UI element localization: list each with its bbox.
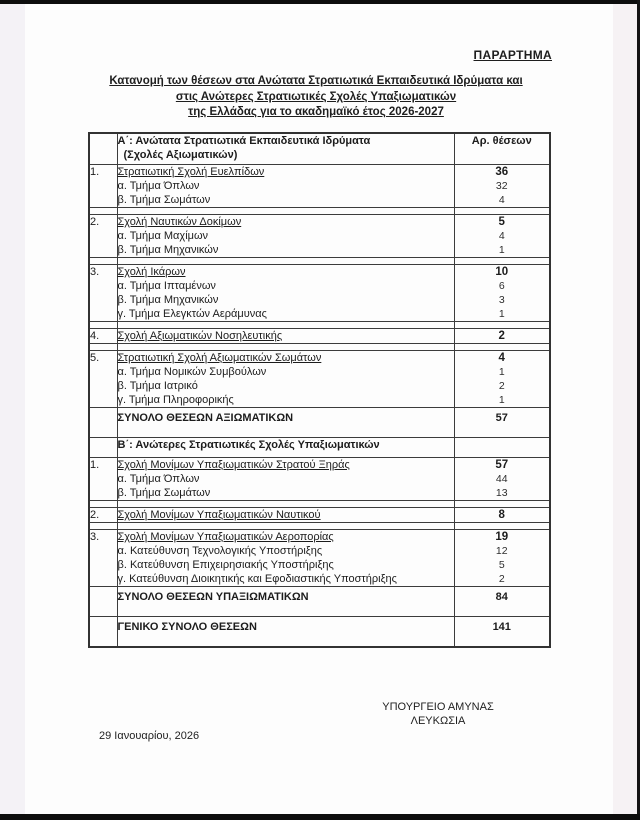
- department-label: α. Τμήμα Όπλων: [117, 180, 200, 192]
- total-number-cell: [89, 587, 117, 617]
- row-number-cell: 2.: [89, 215, 117, 258]
- row-number-cell: 3.: [89, 530, 117, 587]
- seats-cell: [454, 530, 550, 587]
- seats-cell: [454, 165, 550, 208]
- school-name: Σχολή Μονίμων Υπαξιωματικών Στρατού Ξηράς: [117, 459, 350, 471]
- school-cell: [117, 351, 454, 408]
- row-number-cell: 2.: [89, 508, 117, 523]
- school-name: Σχολή Μονίμων Υπαξιωματικών Αεροπορίας: [117, 531, 334, 543]
- spacer-cell: [89, 501, 117, 508]
- department-label: β. Κατεύθυνση Επιχειρησιακής Υποστήριξης: [117, 559, 334, 571]
- header-title-line1: Α΄: Ανώτατα Στρατιωτικά Εκπαιδευτικά Ιδρύματα: [117, 135, 371, 147]
- table-row-subheader: [89, 438, 550, 458]
- spacer-cell: [454, 322, 550, 329]
- scan-edge-bottom: [0, 814, 640, 820]
- table-row-total: [89, 408, 550, 438]
- spacer-cell: [117, 208, 454, 215]
- department-label: α. Τμήμα Ιπταμένων: [117, 280, 216, 292]
- department-seats-value: 32: [495, 180, 508, 192]
- spacer-cell: [454, 501, 550, 508]
- table-row-item: [89, 329, 550, 344]
- spacer-cell: [89, 322, 117, 329]
- document-title: [40, 74, 592, 121]
- seats-cell: [454, 329, 550, 344]
- school-name: Στρατιωτική Σχολή Αξιωματικών Σωμάτων: [117, 352, 322, 364]
- spacer-cell: [117, 501, 454, 508]
- scan-edge-top: [0, 0, 640, 4]
- department-label: β. Τμήμα Σωμάτων: [117, 194, 211, 206]
- table-header-row: [89, 133, 550, 165]
- spacer-cell: [89, 523, 117, 530]
- appendix-label: ΠΑΡΑΡΤΗΜΑ: [473, 48, 552, 62]
- school-cell: [117, 265, 454, 322]
- seats-column-label: Αρ. θέσεων: [471, 135, 532, 147]
- spacer-cell: [89, 258, 117, 265]
- total-label-cell: ΓΕΝΙΚΟ ΣΥΝΟΛΟ ΘΕΣΕΩΝ: [117, 617, 454, 648]
- table-row-item: [89, 458, 550, 501]
- school-name: Σχολή Μονίμων Υπαξιωματικών Ναυτικού: [117, 509, 321, 521]
- table-row-total: [89, 617, 550, 648]
- row-number-cell: 3.: [89, 265, 117, 322]
- subheader-seats-cell: [454, 438, 550, 458]
- seats-cell: [454, 265, 550, 322]
- school-cell: [117, 165, 454, 208]
- seats-cell: [454, 508, 550, 523]
- school-seats-value: 19: [495, 531, 509, 543]
- spacer-cell: [89, 344, 117, 351]
- table-row-total: [89, 587, 550, 617]
- document-title-line3: της Ελλάδας για το ακαδημαϊκό έτος 2026-2027: [188, 106, 444, 118]
- allocation-table: [88, 132, 551, 648]
- seats-cell: [454, 351, 550, 408]
- row-number-cell: 4.: [89, 329, 117, 344]
- department-label: β. Τμήμα Ιατρικό: [117, 380, 198, 392]
- school-cell: [117, 530, 454, 587]
- allocation-table-body: [89, 165, 550, 648]
- spacer-cell: [117, 523, 454, 530]
- document-title-line1: Κατανομή των θέσεων στα Ανώτατα Στρατιωτικά Εκπαιδευτικά Ιδρύματα και: [109, 75, 523, 87]
- spacer-row: [89, 258, 550, 265]
- document-title-line2: στις Ανώτερες Στρατιωτικές Σχολές Υπαξιωματικών: [175, 90, 457, 103]
- department-seats-value: 12: [495, 545, 508, 557]
- department-label: β. Τμήμα Μηχανικών: [117, 244, 219, 256]
- department-seats-value: 1: [498, 244, 505, 256]
- department-label: γ. Τμήμα Πληροφορικής: [117, 394, 234, 406]
- school-seats-value: 4: [498, 352, 505, 364]
- school-seats-value: 10: [495, 266, 509, 278]
- school-name: Σχολή Αξιωματικών Νοσηλευτικής: [117, 330, 283, 342]
- department-label: β. Τμήμα Σωμάτων: [117, 487, 211, 499]
- department-seats-value: 1: [498, 308, 505, 320]
- department-label: α. Τμήμα Όπλων: [117, 473, 200, 485]
- school-name: Σχολή Ναυτικών Δοκίμων: [117, 216, 242, 228]
- spacer-row: [89, 501, 550, 508]
- total-seats-cell: 84: [454, 587, 550, 617]
- department-seats-value: 6: [498, 280, 505, 292]
- spacer-row: [89, 344, 550, 351]
- total-number-cell: [89, 408, 117, 438]
- subheader-number-cell: [89, 438, 117, 458]
- department-label: γ. Κατεύθυνση Διοικητικής και Εφοδιαστικής Υποστήριξης: [117, 573, 397, 585]
- total-seats-cell: 57: [454, 408, 550, 438]
- total-number-cell: [89, 617, 117, 648]
- school-seats-value: 57: [495, 459, 509, 471]
- subheader-label-cell: Β΄: Ανώτερες Στρατιωτικές Σχολές Υπαξιωματικών: [117, 438, 454, 458]
- school-seats-value: 8: [498, 509, 505, 521]
- table-row-item: [89, 265, 550, 322]
- school-name: Σχολή Ικάρων: [117, 266, 186, 278]
- department-seats-value: 1: [498, 366, 505, 378]
- department-seats-value: 3: [498, 294, 505, 306]
- school-cell: [117, 329, 454, 344]
- department-seats-value: 5: [498, 559, 505, 571]
- department-seats-value: 44: [495, 473, 508, 485]
- spacer-row: [89, 322, 550, 329]
- spacer-cell: [454, 523, 550, 530]
- department-seats-value: 1: [498, 394, 505, 406]
- spacer-cell: [117, 344, 454, 351]
- header-seats-cell: [454, 133, 550, 165]
- department-seats-value: 2: [498, 380, 505, 392]
- school-cell: [117, 458, 454, 501]
- total-label-cell: ΣΥΝΟΛΟ ΘΕΣΕΩΝ ΥΠΑΞΙΩΜΑΤΙΚΩΝ: [117, 587, 454, 617]
- document-date: 29 Ιανουαρίου, 2026: [99, 730, 200, 742]
- seats-cell: [454, 458, 550, 501]
- seats-cell: [454, 215, 550, 258]
- school-seats-value: 5: [498, 216, 505, 228]
- school-cell: [117, 508, 454, 523]
- department-label: γ. Τμήμα Ελεγκτών Αεράμυνας: [117, 308, 267, 320]
- spacer-cell: [454, 258, 550, 265]
- spacer-cell: [117, 258, 454, 265]
- school-seats-value: 2: [498, 330, 505, 342]
- department-seats-value: 4: [498, 230, 505, 242]
- department-seats-value: 4: [498, 194, 505, 206]
- ministry-city: ΛΕΥΚΩΣΙΑ: [410, 715, 466, 727]
- spacer-row: [89, 208, 550, 215]
- department-label: α. Τμήμα Μαχίμων: [117, 230, 209, 242]
- department-seats-value: 2: [498, 573, 505, 585]
- header-number-cell: [89, 133, 117, 165]
- spacer-cell: [117, 322, 454, 329]
- department-label: α. Κατεύθυνση Τεχνολογικής Υποστήριξης: [117, 545, 323, 557]
- spacer-row: [89, 523, 550, 530]
- total-label-cell: ΣΥΝΟΛΟ ΘΕΣΕΩΝ ΑΞΙΩΜΑΤΙΚΩΝ: [117, 408, 454, 438]
- spacer-cell: [454, 344, 550, 351]
- table-row-item: [89, 165, 550, 208]
- school-cell: [117, 215, 454, 258]
- row-number-cell: 1.: [89, 458, 117, 501]
- department-seats-value: 13: [495, 487, 508, 499]
- scan-margin-left: [0, 4, 25, 814]
- row-number-cell: 5.: [89, 351, 117, 408]
- school-seats-value: 36: [495, 166, 509, 178]
- row-number-cell: 1.: [89, 165, 117, 208]
- total-seats-cell: 141: [454, 617, 550, 648]
- ministry-signature-block: [368, 700, 508, 728]
- school-name: Στρατιωτική Σχολή Ευελπίδων: [117, 166, 265, 178]
- table-row-item: [89, 508, 550, 523]
- header-title-cell: [117, 133, 454, 165]
- table-row-item: [89, 530, 550, 587]
- spacer-cell: [89, 208, 117, 215]
- department-label: β. Τμήμα Μηχανικών: [117, 294, 219, 306]
- department-label: α. Τμήμα Νομικών Συμβούλων: [117, 366, 267, 378]
- spacer-cell: [454, 208, 550, 215]
- scan-margin-right: [613, 4, 637, 814]
- ministry-name: ΥΠΟΥΡΓΕΙΟ ΑΜΥΝΑΣ: [382, 701, 494, 713]
- table-row-item: [89, 215, 550, 258]
- table-row-item: [89, 351, 550, 408]
- header-title-line2: (Σχολές Αξιωματικών): [123, 149, 238, 161]
